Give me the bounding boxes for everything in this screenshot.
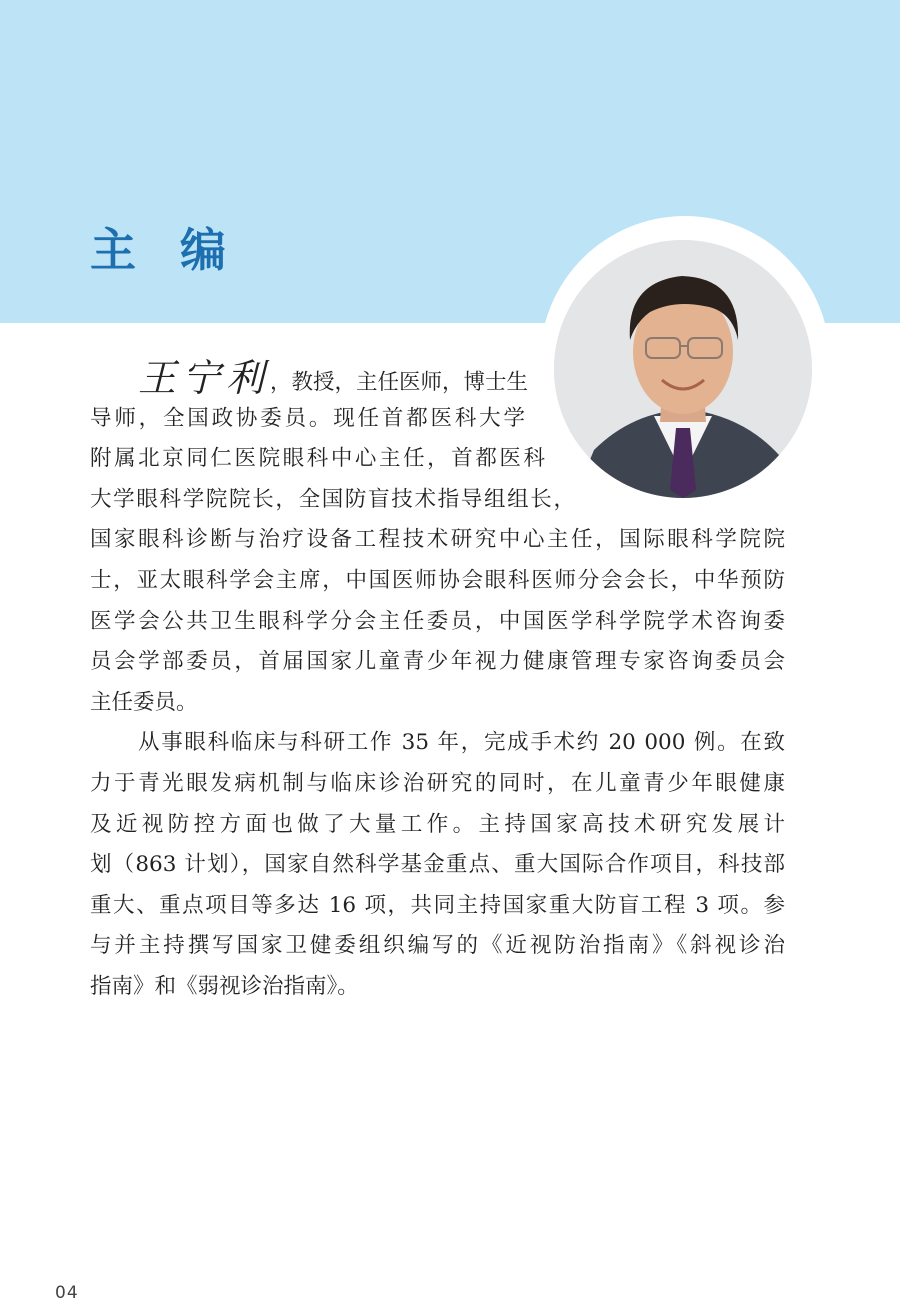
bio-line-15: 与并主持撰写国家卫健委组织编写的《近视防治指南》《斜视诊治 <box>90 933 785 959</box>
editor-name: 王宁利 <box>138 356 271 400</box>
bio-line-3: 附属北京同仁医院眼科中心主任，首都医科 <box>90 446 545 472</box>
bio-line-8: 员会学部委员，首届国家儿童青少年视力健康管理专家咨询委员会 <box>90 649 785 675</box>
bio-line-14: 重大、重点项目等多达 16 项，共同主持国家重大防盲工程 3 项。参 <box>90 892 785 918</box>
bio-line-6: 士，亚太眼科学会主席，中国医师协会眼科医师分会会长，中华预防 <box>90 567 785 593</box>
bio-line-16: 指南》和《弱视诊治指南》。 <box>90 973 359 999</box>
bio-line-9: 主任委员。 <box>90 689 198 715</box>
page-number: 04 <box>55 1283 79 1303</box>
bio-line-5: 国家眼科诊断与治疗设备工程技术研究中心主任，国际眼科学院院 <box>90 527 785 553</box>
bio-line-2: 导师，全国政协委员。现任首都医科大学 <box>90 405 525 431</box>
bio-line-11: 力于青光眼发病机制与临床诊治研究的同时，在儿童青少年眼健康 <box>90 770 785 796</box>
bio-line-13: 划（863 计划），国家自然科学基金重点、重大国际合作项目，科技部 <box>90 852 785 878</box>
bio-line-1: 王宁利，教授，主任医师，博士生 <box>138 356 529 400</box>
biography <box>90 358 790 1008</box>
bio-line-12: 及近视防控方面也做了大量工作。主持国家高技术研究发展计 <box>90 811 785 837</box>
bio-line-10: 从事眼科临床与科研工作 35 年，完成手术约 20 000 例。在致 <box>138 730 785 756</box>
section-title: 主 编 <box>90 223 241 277</box>
bio-line-4: 大学眼科学院院长，全国防盲技术指导组组长， <box>90 486 575 512</box>
bio-line-7: 医学会公共卫生眼科学分会主任委员，中国医学科学院学术咨询委 <box>90 608 785 634</box>
